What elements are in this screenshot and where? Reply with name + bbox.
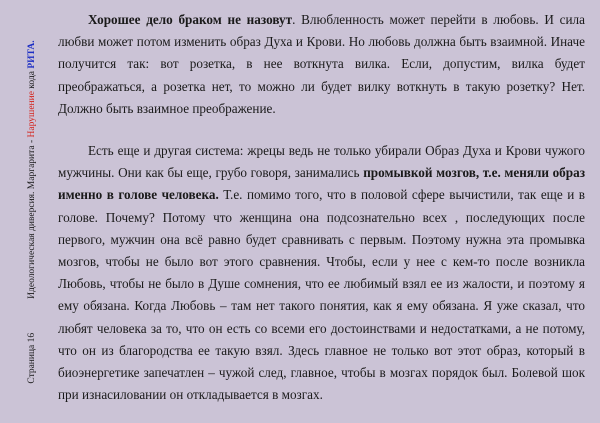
header-title-prefix: Идеологическая диверсия. Маргарита - <box>27 136 37 299</box>
paragraph-1 <box>58 9 585 120</box>
paragraph-1-text: . Влюбленность может перейти в любовь. И сила любви может потом изменить образ Духа и Крови. Но любовь должна быть взаимной. Иначе получится так: вот розетка, в нее воткнута вилка. Если, допустим, вилка будет преображаться, а розетка нет, то можно ли будет вилку воткнуть в такую розетку? Нет. Должно быть взаимное преображение. <box>58 12 585 116</box>
page-number: Страница 16 <box>27 332 37 384</box>
header-title-mid: кода <box>27 68 37 91</box>
vertical-header-text <box>26 40 38 383</box>
vertical-header <box>20 0 44 423</box>
header-title-red: Нарушение <box>27 90 37 137</box>
paragraph-2-text-after: Т.е. помимо того, что в половой сфере вычистили, так еще и в голове. Почему? Потому что женщина она подсознательно всех , последующих после первого, мужчин она всё равно будет сравнивать с первым. Поэтому нужна эта промывка мозгов, чтобы не было вот этого сравнения. Чтобы, если у нее с кем-то после возникла Любовь, чтобы не было в Душе сомнения, что ее любимый взял ее из жалости, и поэтому я ему обязана. Когда Любовь – там нет такого понятия, как я ему обязана. Я уже сказал, что любят человека за то, что он есть со всеми его достоинствами и недостатками, а не потому, что он из благородства ее такую взял. Здесь главное не только вот этот образ, который в биоэнергетике запечатлен – чужой след, главное, чтобы в мозгах порядок был. Болевой шок при изнасиловании он откладывается в мозгах. <box>58 187 585 403</box>
paragraph-2-bold: промывкой мозгов, т.е. меняли образ именно в голове человека. <box>58 165 585 203</box>
header-title-blue: РИТА. <box>27 39 37 69</box>
paragraph-2 <box>58 140 585 406</box>
document-body <box>58 9 585 406</box>
paragraph-1-lead: Хорошее дело браком не назовут <box>88 12 293 27</box>
paragraph-2-text-before: Есть еще и другая система: жрецы ведь не только убирали Образ Духа и Крови чужого мужчины. Они как бы еще, грубо говоря, занимались <box>58 143 585 181</box>
